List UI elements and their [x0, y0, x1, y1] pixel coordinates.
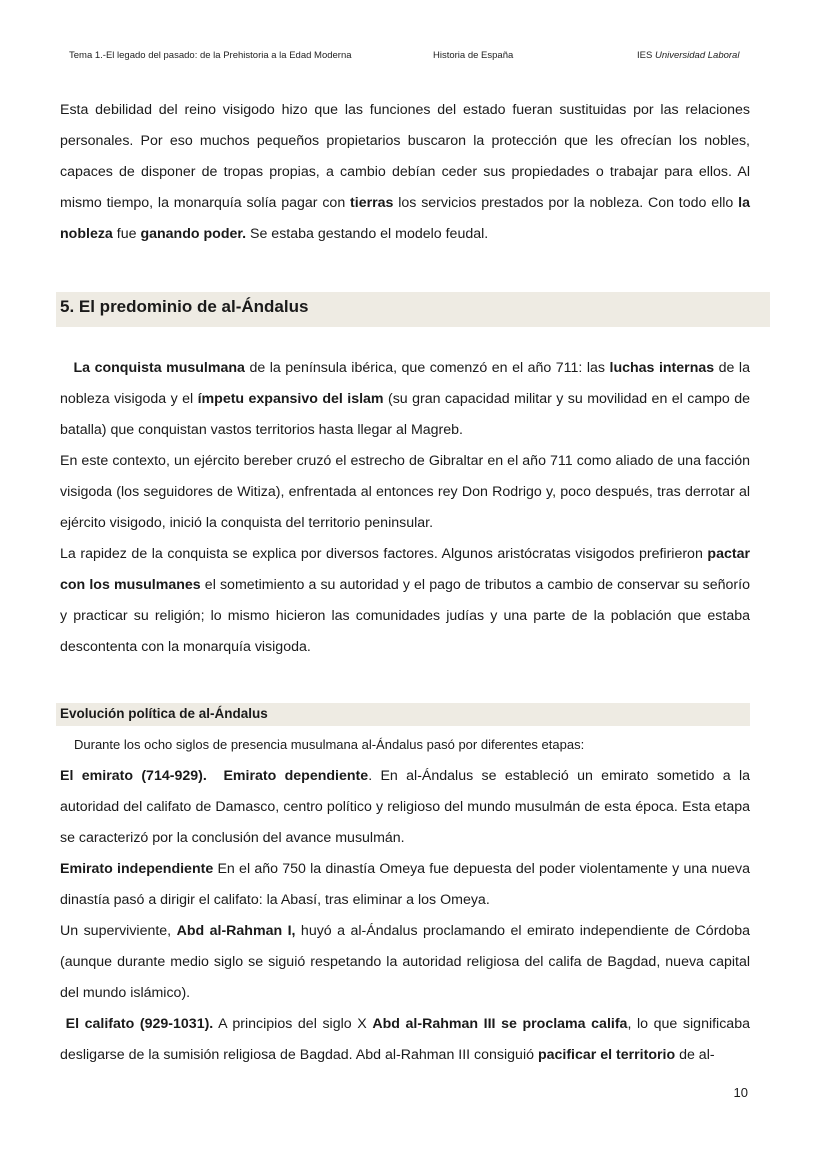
paragraph — [60, 539, 754, 663]
bold-text: pacificar el territorio — [537, 1047, 676, 1063]
text-run: el sometimiento a su autoridad y el pago de tributos a cambio de conservar su señorío y practicar su religión; lo mismo hicieron las comunidades judías y una parte de la población que estaba descontenta con la monarquía visigoda. — [60, 577, 754, 655]
paragraph — [60, 761, 754, 854]
text-run: huyó a al-Ándalus proclamando el emirato independiente de Córdoba (aunque durante medio siglo se siguió respetando la autoridad religiosa del califa de Bagdad, nueva capital del mundo islámico). — [60, 923, 754, 1001]
text-run: de la nobleza visigoda y el — [60, 360, 754, 407]
bold-text: El califato (929-1031). — [65, 1016, 214, 1032]
paragraphs-evolution — [60, 761, 754, 1071]
school-name: Universidad Laboral — [654, 50, 740, 61]
text-run: En el año 750 la dinastía Omeya fue depuesta del poder violentamente y una nueva dinastía pasó a dirigir el califato: la Abasí, tras eliminar a los Omeya. — [60, 861, 754, 908]
text-run: de al- — [675, 1047, 715, 1063]
subheading-box — [56, 703, 750, 726]
text-run: de la península ibérica, que comenzó en el año 711: las — [244, 360, 610, 376]
bold-text: La conquista musulmana — [73, 360, 245, 376]
page-number: 10 — [733, 1085, 748, 1100]
bold-text: tierras — [350, 195, 394, 211]
bold-text: ganando poder. — [140, 226, 247, 242]
paragraph — [60, 1009, 754, 1071]
text-run: (su gran capacidad militar y su movilidad en el campo de batalla) que conquistan vastos territorios hasta llegar al Magreb. — [60, 391, 754, 438]
school-prefix: IES — [637, 50, 655, 61]
running-header-topic: Tema 1.-El legado del pasado: de la Prehistoria a la Edad Moderna — [69, 50, 352, 61]
paragraph — [60, 446, 754, 539]
paragraphs-visigoth — [60, 95, 754, 250]
bold-text: ímpetu expansivo del islam — [197, 391, 384, 407]
intro-text: Durante los ocho siglos de presencia musulmana al-Ándalus pasó por diferentes etapas: — [74, 737, 585, 752]
text-run: Un superviviente, — [60, 923, 177, 939]
bold-text: pactar con los musulmanes — [60, 546, 754, 593]
section-heading-box — [56, 292, 770, 327]
text-run: fue — [112, 226, 141, 242]
bold-text: Abd al-Rahman III se proclama califa — [372, 1016, 628, 1032]
text-run: A principios del siglo X — [213, 1016, 373, 1032]
running-header-subject: Historia de España — [433, 50, 514, 61]
bold-text: Emirato independiente — [60, 861, 214, 877]
text-run: . En al-Ándalus se estableció un emirato sometido a la autoridad del califato de Damasco, centro político y religioso del mundo musulmán de esta época. Esta etapa se caracterizó por la conclusión del avance musulmán. — [60, 768, 754, 846]
bold-text: la nobleza — [60, 195, 754, 242]
paragraph — [60, 353, 754, 446]
bold-text: El emirato (714-929). Emirato dependiente — [60, 768, 369, 784]
paragraph — [60, 854, 754, 916]
bold-text: luchas internas — [609, 360, 715, 376]
text-run: La rapidez de la conquista se explica por diversos factores. Algunos aristócratas visigodos prefirieron — [60, 546, 708, 562]
text-run: Esta debilidad del reino visigodo hizo que las funciones del estado fueran sustituidas por las relaciones personales. Por eso muchos pequeños propietarios buscaron la protección que les ofrecían los nobles, capaces de disponer de tropas propias, a cambio debían ceder sus propiedades o trabajar para ellos. Al mismo tiempo, la monarquía solía pagar con — [60, 102, 754, 211]
text-run: Se estaba gestando el modelo feudal. — [246, 226, 489, 242]
paragraphs-conquest — [60, 353, 754, 663]
subheading: Evolución política de al-Ándalus — [60, 706, 268, 721]
text-run: En este contexto, un ejército bereber cruzó el estrecho de Gibraltar en el año 711 como aliado de una facción visigoda (los seguidores de Witiza), enfrentada al entonces rey Don Rodrigo y, poco después, tras derrotar al ejército visigodo, inició la conquista del territorio peninsular. — [60, 453, 754, 531]
text-run: los servicios prestados por la nobleza. Con todo ello — [393, 195, 739, 211]
running-header-school — [637, 50, 739, 61]
text-run: , lo que significaba desligarse de la sumisión religiosa de Bagdad. Abd al-Rahman III consiguió — [60, 1016, 754, 1063]
paragraph — [60, 95, 754, 250]
text-run — [60, 360, 74, 376]
paragraph — [60, 916, 754, 1009]
section-heading: 5. El predominio de al-Ándalus — [60, 297, 309, 316]
bold-text: Abd al-Rahman I, — [176, 923, 296, 939]
